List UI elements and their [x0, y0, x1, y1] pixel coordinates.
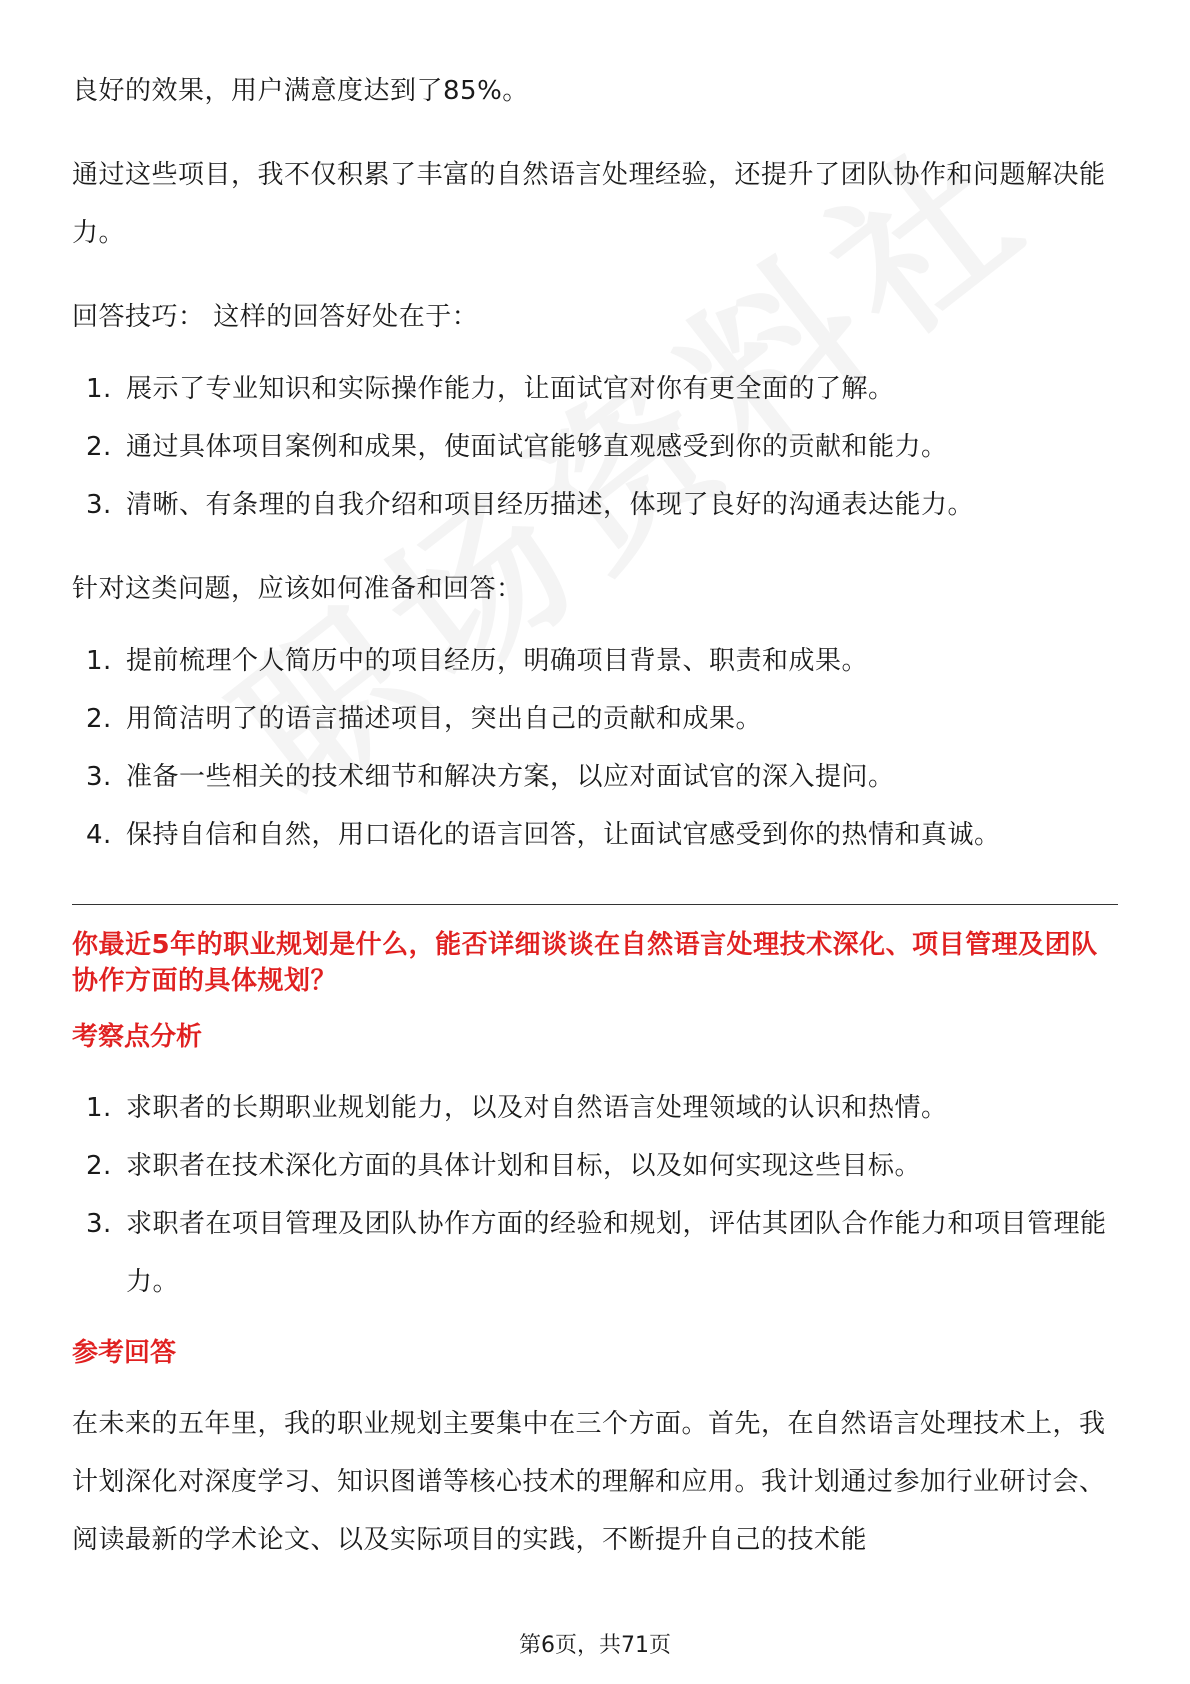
tips-list: [72, 360, 1118, 534]
page-content: [72, 62, 1118, 1569]
analysis-heading: 考察点分析: [72, 1022, 203, 1052]
prep-heading: 针对这类问题，应该如何准备和回答：: [72, 574, 523, 604]
intro-paragraph-2: 通过这些项目，我不仅积累了丰富的自然语言处理经验，还提升了团队协作和问题解决能力。: [72, 160, 1106, 248]
page-number: 第6页，共71页: [519, 1633, 671, 1658]
question-title: 你最近5年的职业规划是什么，能否详细谈谈在自然语言处理技术深化、项目管理及团队协作方面的具体规划？: [72, 930, 1098, 996]
list-item: 2. 求职者在技术深化方面的具体计划和目标，以及如何实现这些目标。: [86, 1151, 922, 1181]
list-item: 2. 用简洁明了的语言描述项目，突出自己的贡献和成果。: [86, 704, 763, 734]
answer-paragraph: 在未来的五年里，我的职业规划主要集中在三个方面。首先，在自然语言处理技术上，我计划深化对深度学习、知识图谱等核心技术的理解和应用。我计划通过参加行业研讨会、阅读最新的学术论文、以及实际项目的实践，不断提升自己的技术能: [72, 1409, 1106, 1555]
list-item: 3. 准备一些相关的技术细节和解决方案，以应对面试官的深入提问。: [86, 762, 895, 792]
list-item: 3. 求职者在项目管理及团队协作方面的经验和规划，评估其团队合作能力和项目管理能力。: [86, 1209, 1107, 1297]
prep-list: [72, 632, 1118, 864]
list-item: 1. 提前梳理个人简历中的项目经历，明确项目背景、职责和成果。: [86, 646, 869, 676]
list-item: 1. 展示了专业知识和实际操作能力，让面试官对你有更全面的了解。: [86, 374, 895, 404]
tips-heading: 回答技巧： 这样的回答好处在于：: [72, 302, 479, 332]
intro-paragraph-1: 良好的效果，用户满意度达到了85%。: [72, 76, 529, 106]
list-item: 3. 清晰、有条理的自我介绍和项目经历描述，体现了良好的沟通表达能力。: [86, 490, 975, 520]
analysis-list: [72, 1079, 1118, 1311]
list-item: 2. 通过具体项目案例和成果，使面试官能够直观感受到你的贡献和能力。: [86, 432, 948, 462]
answer-heading: 参考回答: [72, 1338, 177, 1368]
list-item: 1. 求职者的长期职业规划能力，以及对自然语言处理领域的认识和热情。: [86, 1093, 948, 1123]
list-item: 4. 保持自信和自然，用口语化的语言回答，让面试官感受到你的热情和真诚。: [86, 820, 1001, 850]
